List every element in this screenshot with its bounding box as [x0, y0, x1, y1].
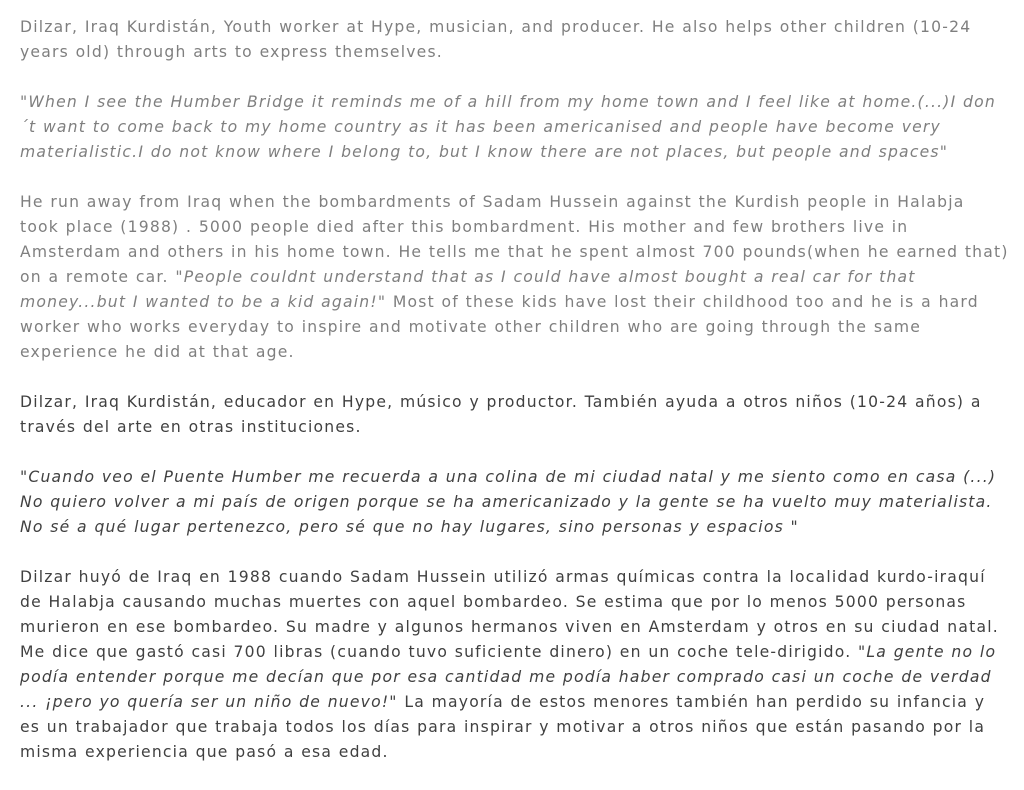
spanish-story-quote-open: "	[858, 643, 867, 661]
spanish-intro-paragraph	[20, 390, 1010, 440]
spanish-quote-paragraph	[20, 465, 1010, 540]
english-quote-paragraph	[20, 90, 1010, 165]
spanish-story-quote-close: "	[389, 693, 398, 711]
english-story-end: Most of these kids have lost their childhood too and he is a hard worker who works everyday to inspire and motivate other children who are going through the same experience he did at that age.	[20, 293, 979, 361]
spanish-story-quote: La gente no lo podía entender porque me decían que por esa cantidad me podía haber comprado casi un coche de verdad ... ¡pero yo quería ser un niño de nuevo!	[20, 643, 997, 711]
english-quote-text: "When I see the Humber Bridge it reminds me of a hill from my home town and I feel like at home.(...)I don´t want to come back to my home country as it has been americanised and people have become very materialistic.I do not know where I belong to, but I know there are not places, but people and spaces"	[20, 93, 996, 161]
english-story-quote: "People couldnt understand that as I could have almost bought a real car for that money...but I wanted to be a kid again!"	[20, 268, 916, 311]
spanish-intro-text: Dilzar, Iraq Kurdistán, educador en Hype, músico y productor. También ayuda a otros niños (10-24 años) a través del arte en otras instituciones.	[20, 393, 982, 436]
spanish-story-paragraph	[20, 565, 1010, 765]
spanish-quote-text: "Cuando veo el Puente Humber me recuerda a una colina de mi ciudad natal y me siento como en casa (...) No quiero volver a mi país de origen porque se ha americanizado y la gente se ha vuelto muy materialista. No sé a qué lugar pertenezco, pero sé que no hay lugares, sino personas y espacios "	[20, 468, 997, 536]
spanish-story-text: Dilzar huyó de Iraq en 1988 cuando Sadam Hussein utilizó armas químicas contra la localidad kurdo-iraquí de Halabja causando muchas muertes con aquel bombardeo. Se estima que por lo menos 5000 personas murieron en ese bombardeo. Su madre y algunos hermanos viven en Amsterdam y otros en su ciudad natal. Me dice que gastó casi 700 libras (cuando tuvo suficiente dinero) en un coche tele-dirigido.	[20, 568, 999, 661]
english-story-text: He run away from Iraq when the bombardments of Sadam Hussein against the Kurdish people in Halabja took place (1988) . 5000 people died after this bombardment. His mother and few brothers live in Amsterdam and others in his home town. He tells me that he spent almost 700 pounds(when he earned that) on a remote car.	[20, 193, 1009, 286]
english-story-paragraph	[20, 190, 1010, 365]
english-intro-text: Dilzar, Iraq Kurdistán, Youth worker at Hype, musician, and producer. He also helps other children (10-24 years old) through arts to express themselves.	[20, 18, 972, 61]
spanish-story-end: La mayoría de estos menores también han perdido su infancia y es un trabajador que trabaja todos los días para inspirar y motivar a otros niños que están pasando por la misma experiencia que pasó a esa edad.	[20, 693, 986, 761]
article-body	[20, 15, 1010, 790]
english-intro-paragraph	[20, 15, 1010, 65]
